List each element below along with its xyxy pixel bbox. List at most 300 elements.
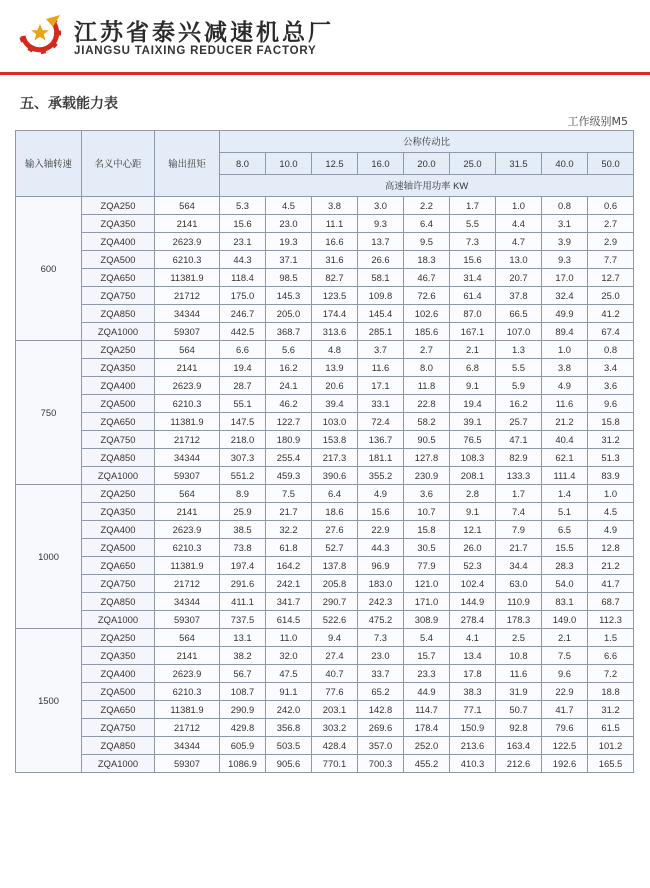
table-row xyxy=(16,341,634,359)
model-cell: ZQA500 xyxy=(82,683,155,701)
power-cell: 1.0 xyxy=(496,197,542,215)
power-cell: 6.5 xyxy=(542,521,588,539)
power-cell: 356.8 xyxy=(266,719,312,737)
power-cell: 61.5 xyxy=(588,719,634,737)
company-name-en: JIANGSU TAIXING REDUCER FACTORY xyxy=(74,45,317,57)
model-cell: ZQA500 xyxy=(82,395,155,413)
power-cell: 23.0 xyxy=(358,647,404,665)
power-cell: 47.1 xyxy=(496,431,542,449)
torque-cell: 34344 xyxy=(155,449,220,467)
power-cell: 47.5 xyxy=(266,665,312,683)
power-cell: 144.9 xyxy=(450,593,496,611)
power-cell: 9.6 xyxy=(542,665,588,683)
power-cell: 2.1 xyxy=(542,629,588,647)
torque-cell: 6210.3 xyxy=(155,683,220,701)
power-cell: 0.6 xyxy=(588,197,634,215)
power-cell: 429.8 xyxy=(220,719,266,737)
power-cell: 19.3 xyxy=(266,233,312,251)
power-cell: 111.4 xyxy=(542,467,588,485)
power-cell: 308.9 xyxy=(404,611,450,629)
table-row xyxy=(16,503,634,521)
power-cell: 171.0 xyxy=(404,593,450,611)
torque-cell: 564 xyxy=(155,485,220,503)
power-cell: 178.3 xyxy=(496,611,542,629)
power-cell: 17.1 xyxy=(358,377,404,395)
power-cell: 38.2 xyxy=(220,647,266,665)
torque-cell: 6210.3 xyxy=(155,395,220,413)
power-cell: 3.6 xyxy=(588,377,634,395)
power-cell: 32.4 xyxy=(542,287,588,305)
power-cell: 12.7 xyxy=(588,269,634,287)
power-cell: 197.4 xyxy=(220,557,266,575)
power-cell: 15.8 xyxy=(588,413,634,431)
power-cell: 9.3 xyxy=(542,251,588,269)
ratio-header-cell: 12.5 xyxy=(312,153,358,175)
power-cell: 19.4 xyxy=(450,395,496,413)
table-row xyxy=(16,287,634,305)
power-cell: 13.0 xyxy=(496,251,542,269)
table-row xyxy=(16,665,634,683)
power-cell: 2.5 xyxy=(496,629,542,647)
power-cell: 98.5 xyxy=(266,269,312,287)
model-cell: ZQA750 xyxy=(82,575,155,593)
power-cell: 40.7 xyxy=(312,665,358,683)
power-cell: 4.1 xyxy=(450,629,496,647)
power-cell: 2.2 xyxy=(404,197,450,215)
model-cell: ZQA350 xyxy=(82,503,155,521)
power-cell: 73.8 xyxy=(220,539,266,557)
power-cell: 11.6 xyxy=(358,359,404,377)
power-cell: 17.8 xyxy=(450,665,496,683)
power-cell: 96.9 xyxy=(358,557,404,575)
power-cell: 242.1 xyxy=(266,575,312,593)
table-row xyxy=(16,737,634,755)
power-cell: 122.7 xyxy=(266,413,312,431)
power-cell: 185.6 xyxy=(404,323,450,341)
power-cell: 12.1 xyxy=(450,521,496,539)
model-cell: ZQA400 xyxy=(82,377,155,395)
power-cell: 6.6 xyxy=(220,341,266,359)
power-cell: 33.7 xyxy=(358,665,404,683)
power-cell: 150.9 xyxy=(450,719,496,737)
power-cell: 52.7 xyxy=(312,539,358,557)
power-cell: 27.6 xyxy=(312,521,358,539)
power-cell: 15.6 xyxy=(220,215,266,233)
power-cell: 34.4 xyxy=(496,557,542,575)
torque-cell: 2141 xyxy=(155,215,220,233)
power-cell: 89.4 xyxy=(542,323,588,341)
power-cell: 9.1 xyxy=(450,377,496,395)
power-cell: 61.4 xyxy=(450,287,496,305)
power-cell: 459.3 xyxy=(266,467,312,485)
power-cell: 167.1 xyxy=(450,323,496,341)
power-cell: 62.1 xyxy=(542,449,588,467)
power-cell: 121.0 xyxy=(404,575,450,593)
power-cell: 33.1 xyxy=(358,395,404,413)
power-cell: 16.6 xyxy=(312,233,358,251)
torque-cell: 21712 xyxy=(155,431,220,449)
header-ratio-group: 公称传动比 xyxy=(220,131,634,153)
power-cell: 313.6 xyxy=(312,323,358,341)
power-cell: 58.2 xyxy=(404,413,450,431)
table-row xyxy=(16,269,634,287)
torque-cell: 59307 xyxy=(155,755,220,773)
model-cell: ZQA1000 xyxy=(82,755,155,773)
power-cell: 4.9 xyxy=(358,485,404,503)
power-cell: 2.7 xyxy=(404,341,450,359)
ratio-header-cell: 10.0 xyxy=(266,153,312,175)
model-cell: ZQA1000 xyxy=(82,323,155,341)
power-cell: 56.7 xyxy=(220,665,266,683)
power-cell: 6.4 xyxy=(312,485,358,503)
power-cell: 0.8 xyxy=(588,341,634,359)
power-cell: 390.6 xyxy=(312,467,358,485)
power-cell: 770.1 xyxy=(312,755,358,773)
table-row xyxy=(16,611,634,629)
capacity-table xyxy=(15,130,634,773)
power-cell: 1.4 xyxy=(542,485,588,503)
power-cell: 174.4 xyxy=(312,305,358,323)
ratio-header-cell: 8.0 xyxy=(220,153,266,175)
power-cell: 3.9 xyxy=(542,233,588,251)
power-cell: 145.3 xyxy=(266,287,312,305)
power-cell: 551.2 xyxy=(220,467,266,485)
power-cell: 181.1 xyxy=(358,449,404,467)
power-cell: 291.6 xyxy=(220,575,266,593)
power-cell: 31.9 xyxy=(496,683,542,701)
table-row xyxy=(16,413,634,431)
power-cell: 44.3 xyxy=(220,251,266,269)
power-cell: 290.7 xyxy=(312,593,358,611)
power-cell: 3.8 xyxy=(542,359,588,377)
table-row xyxy=(16,539,634,557)
table-row xyxy=(16,575,634,593)
table-row xyxy=(16,323,634,341)
power-cell: 136.7 xyxy=(358,431,404,449)
power-cell: 77.6 xyxy=(312,683,358,701)
power-cell: 55.1 xyxy=(220,395,266,413)
power-cell: 5.9 xyxy=(496,377,542,395)
power-cell: 1.0 xyxy=(542,341,588,359)
power-cell: 230.9 xyxy=(404,467,450,485)
power-cell: 83.1 xyxy=(542,593,588,611)
table-row xyxy=(16,755,634,773)
model-cell: ZQA350 xyxy=(82,647,155,665)
power-cell: 72.6 xyxy=(404,287,450,305)
ratio-header-cell: 20.0 xyxy=(404,153,450,175)
power-cell: 15.8 xyxy=(404,521,450,539)
power-cell: 24.1 xyxy=(266,377,312,395)
power-cell: 4.9 xyxy=(588,521,634,539)
power-cell: 355.2 xyxy=(358,467,404,485)
power-cell: 3.8 xyxy=(312,197,358,215)
power-cell: 503.5 xyxy=(266,737,312,755)
power-cell: 11.0 xyxy=(266,629,312,647)
power-cell: 9.1 xyxy=(450,503,496,521)
power-cell: 278.4 xyxy=(450,611,496,629)
model-cell: ZQA250 xyxy=(82,629,155,647)
power-cell: 110.9 xyxy=(496,593,542,611)
power-cell: 37.1 xyxy=(266,251,312,269)
power-cell: 67.4 xyxy=(588,323,634,341)
power-cell: 15.5 xyxy=(542,539,588,557)
power-cell: 242.0 xyxy=(266,701,312,719)
power-cell: 23.3 xyxy=(404,665,450,683)
table-row xyxy=(16,485,634,503)
power-cell: 5.6 xyxy=(266,341,312,359)
power-cell: 137.8 xyxy=(312,557,358,575)
power-cell: 51.3 xyxy=(588,449,634,467)
model-cell: ZQA850 xyxy=(82,593,155,611)
power-cell: 11.1 xyxy=(312,215,358,233)
power-cell: 49.9 xyxy=(542,305,588,323)
power-cell: 19.4 xyxy=(220,359,266,377)
torque-cell: 59307 xyxy=(155,323,220,341)
table-row xyxy=(16,557,634,575)
power-cell: 28.3 xyxy=(542,557,588,575)
power-cell: 31.6 xyxy=(312,251,358,269)
torque-cell: 2141 xyxy=(155,647,220,665)
power-cell: 13.7 xyxy=(358,233,404,251)
torque-cell: 6210.3 xyxy=(155,539,220,557)
model-cell: ZQA400 xyxy=(82,233,155,251)
model-cell: ZQA1000 xyxy=(82,467,155,485)
power-cell: 3.7 xyxy=(358,341,404,359)
power-cell: 18.8 xyxy=(588,683,634,701)
model-cell: ZQA250 xyxy=(82,485,155,503)
power-cell: 25.7 xyxy=(496,413,542,431)
power-cell: 90.5 xyxy=(404,431,450,449)
power-cell: 4.8 xyxy=(312,341,358,359)
power-cell: 455.2 xyxy=(404,755,450,773)
power-cell: 16.2 xyxy=(266,359,312,377)
power-cell: 5.4 xyxy=(404,629,450,647)
torque-cell: 59307 xyxy=(155,467,220,485)
power-cell: 1.5 xyxy=(588,629,634,647)
table-row xyxy=(16,467,634,485)
power-cell: 65.2 xyxy=(358,683,404,701)
power-cell: 4.5 xyxy=(266,197,312,215)
power-cell: 205.0 xyxy=(266,305,312,323)
torque-cell: 11381.9 xyxy=(155,557,220,575)
power-cell: 102.4 xyxy=(450,575,496,593)
power-cell: 357.0 xyxy=(358,737,404,755)
power-cell: 87.0 xyxy=(450,305,496,323)
power-cell: 3.0 xyxy=(358,197,404,215)
power-cell: 290.9 xyxy=(220,701,266,719)
power-cell: 13.4 xyxy=(450,647,496,665)
power-cell: 127.8 xyxy=(404,449,450,467)
model-cell: ZQA350 xyxy=(82,359,155,377)
power-cell: 22.9 xyxy=(358,521,404,539)
power-cell: 46.7 xyxy=(404,269,450,287)
power-cell: 614.5 xyxy=(266,611,312,629)
power-cell: 1.3 xyxy=(496,341,542,359)
power-cell: 246.7 xyxy=(220,305,266,323)
power-cell: 50.7 xyxy=(496,701,542,719)
power-cell: 605.9 xyxy=(220,737,266,755)
power-cell: 175.0 xyxy=(220,287,266,305)
power-cell: 17.0 xyxy=(542,269,588,287)
power-cell: 25.0 xyxy=(588,287,634,305)
power-cell: 147.5 xyxy=(220,413,266,431)
torque-cell: 564 xyxy=(155,629,220,647)
power-cell: 285.1 xyxy=(358,323,404,341)
power-cell: 101.2 xyxy=(588,737,634,755)
power-cell: 52.3 xyxy=(450,557,496,575)
power-cell: 252.0 xyxy=(404,737,450,755)
model-cell: ZQA500 xyxy=(82,539,155,557)
power-cell: 38.5 xyxy=(220,521,266,539)
torque-cell: 2623.9 xyxy=(155,521,220,539)
power-cell: 103.0 xyxy=(312,413,358,431)
header-input-speed: 输入轴转速 xyxy=(16,131,82,197)
model-cell: ZQA750 xyxy=(82,431,155,449)
header-center-distance: 名义中心距 xyxy=(82,131,155,197)
power-cell: 118.4 xyxy=(220,269,266,287)
header-output-torque: 输出扭矩 xyxy=(155,131,220,197)
power-cell: 149.0 xyxy=(542,611,588,629)
power-cell: 13.1 xyxy=(220,629,266,647)
power-cell: 737.5 xyxy=(220,611,266,629)
power-cell: 905.6 xyxy=(266,755,312,773)
power-cell: 25.9 xyxy=(220,503,266,521)
power-cell: 133.3 xyxy=(496,467,542,485)
model-cell: ZQA750 xyxy=(82,719,155,737)
power-cell: 700.3 xyxy=(358,755,404,773)
power-cell: 217.3 xyxy=(312,449,358,467)
model-cell: ZQA850 xyxy=(82,305,155,323)
power-cell: 41.7 xyxy=(542,701,588,719)
power-cell: 7.3 xyxy=(450,233,496,251)
table-body xyxy=(16,197,634,773)
power-cell: 79.6 xyxy=(542,719,588,737)
torque-cell: 2623.9 xyxy=(155,377,220,395)
power-cell: 4.4 xyxy=(496,215,542,233)
power-cell: 44.9 xyxy=(404,683,450,701)
power-cell: 54.0 xyxy=(542,575,588,593)
power-cell: 77.1 xyxy=(450,701,496,719)
power-cell: 61.8 xyxy=(266,539,312,557)
power-cell: 68.7 xyxy=(588,593,634,611)
power-cell: 92.8 xyxy=(496,719,542,737)
power-cell: 9.5 xyxy=(404,233,450,251)
power-cell: 7.7 xyxy=(588,251,634,269)
power-cell: 82.9 xyxy=(496,449,542,467)
power-cell: 28.7 xyxy=(220,377,266,395)
table-row xyxy=(16,647,634,665)
power-cell: 205.8 xyxy=(312,575,358,593)
torque-cell: 11381.9 xyxy=(155,269,220,287)
power-cell: 5.1 xyxy=(542,503,588,521)
power-cell: 212.6 xyxy=(496,755,542,773)
power-cell: 9.6 xyxy=(588,395,634,413)
torque-cell: 21712 xyxy=(155,287,220,305)
power-cell: 183.0 xyxy=(358,575,404,593)
table-row xyxy=(16,197,634,215)
ratio-header-cell: 25.0 xyxy=(450,153,496,175)
power-cell: 31.2 xyxy=(588,701,634,719)
table-row xyxy=(16,395,634,413)
power-cell: 442.5 xyxy=(220,323,266,341)
power-cell: 12.8 xyxy=(588,539,634,557)
torque-cell: 34344 xyxy=(155,305,220,323)
power-cell: 27.4 xyxy=(312,647,358,665)
power-cell: 341.7 xyxy=(266,593,312,611)
torque-cell: 34344 xyxy=(155,737,220,755)
power-cell: 11.6 xyxy=(542,395,588,413)
power-cell: 40.4 xyxy=(542,431,588,449)
power-cell: 23.0 xyxy=(266,215,312,233)
power-cell: 7.5 xyxy=(542,647,588,665)
power-cell: 1.7 xyxy=(496,485,542,503)
power-cell: 15.6 xyxy=(450,251,496,269)
power-cell: 269.6 xyxy=(358,719,404,737)
power-cell: 76.5 xyxy=(450,431,496,449)
power-cell: 114.7 xyxy=(404,701,450,719)
model-cell: ZQA250 xyxy=(82,197,155,215)
model-cell: ZQA650 xyxy=(82,701,155,719)
table-row xyxy=(16,719,634,737)
power-cell: 23.1 xyxy=(220,233,266,251)
page-header xyxy=(0,0,650,72)
power-cell: 9.3 xyxy=(358,215,404,233)
power-cell: 20.6 xyxy=(312,377,358,395)
power-cell: 5.3 xyxy=(220,197,266,215)
capacity-table-wrap xyxy=(15,130,634,773)
model-cell: ZQA750 xyxy=(82,287,155,305)
power-cell: 82.7 xyxy=(312,269,358,287)
power-cell: 39.4 xyxy=(312,395,358,413)
power-cell: 411.1 xyxy=(220,593,266,611)
ratio-header-cell: 16.0 xyxy=(358,153,404,175)
power-cell: 178.4 xyxy=(404,719,450,737)
torque-cell: 21712 xyxy=(155,575,220,593)
torque-cell: 2141 xyxy=(155,359,220,377)
power-cell: 32.0 xyxy=(266,647,312,665)
power-cell: 18.6 xyxy=(312,503,358,521)
section-title: 五、承载能力表 xyxy=(20,96,118,112)
power-cell: 11.8 xyxy=(404,377,450,395)
input-speed-cell: 1000 xyxy=(16,485,82,629)
power-cell: 10.8 xyxy=(496,647,542,665)
model-cell: ZQA250 xyxy=(82,341,155,359)
power-cell: 122.5 xyxy=(542,737,588,755)
model-cell: ZQA850 xyxy=(82,449,155,467)
power-cell: 0.8 xyxy=(542,197,588,215)
table-row xyxy=(16,629,634,647)
power-cell: 242.3 xyxy=(358,593,404,611)
torque-cell: 11381.9 xyxy=(155,701,220,719)
power-cell: 410.3 xyxy=(450,755,496,773)
power-cell: 7.4 xyxy=(496,503,542,521)
ratio-header-cell: 31.5 xyxy=(496,153,542,175)
torque-cell: 21712 xyxy=(155,719,220,737)
power-cell: 428.4 xyxy=(312,737,358,755)
power-cell: 41.2 xyxy=(588,305,634,323)
power-cell: 58.1 xyxy=(358,269,404,287)
gear-star-logo xyxy=(18,10,62,54)
power-cell: 2.8 xyxy=(450,485,496,503)
power-cell: 7.2 xyxy=(588,665,634,683)
power-cell: 31.4 xyxy=(450,269,496,287)
torque-cell: 2623.9 xyxy=(155,233,220,251)
model-cell: ZQA650 xyxy=(82,269,155,287)
power-cell: 21.2 xyxy=(588,557,634,575)
model-cell: ZQA400 xyxy=(82,665,155,683)
table-row xyxy=(16,215,634,233)
torque-cell: 564 xyxy=(155,197,220,215)
